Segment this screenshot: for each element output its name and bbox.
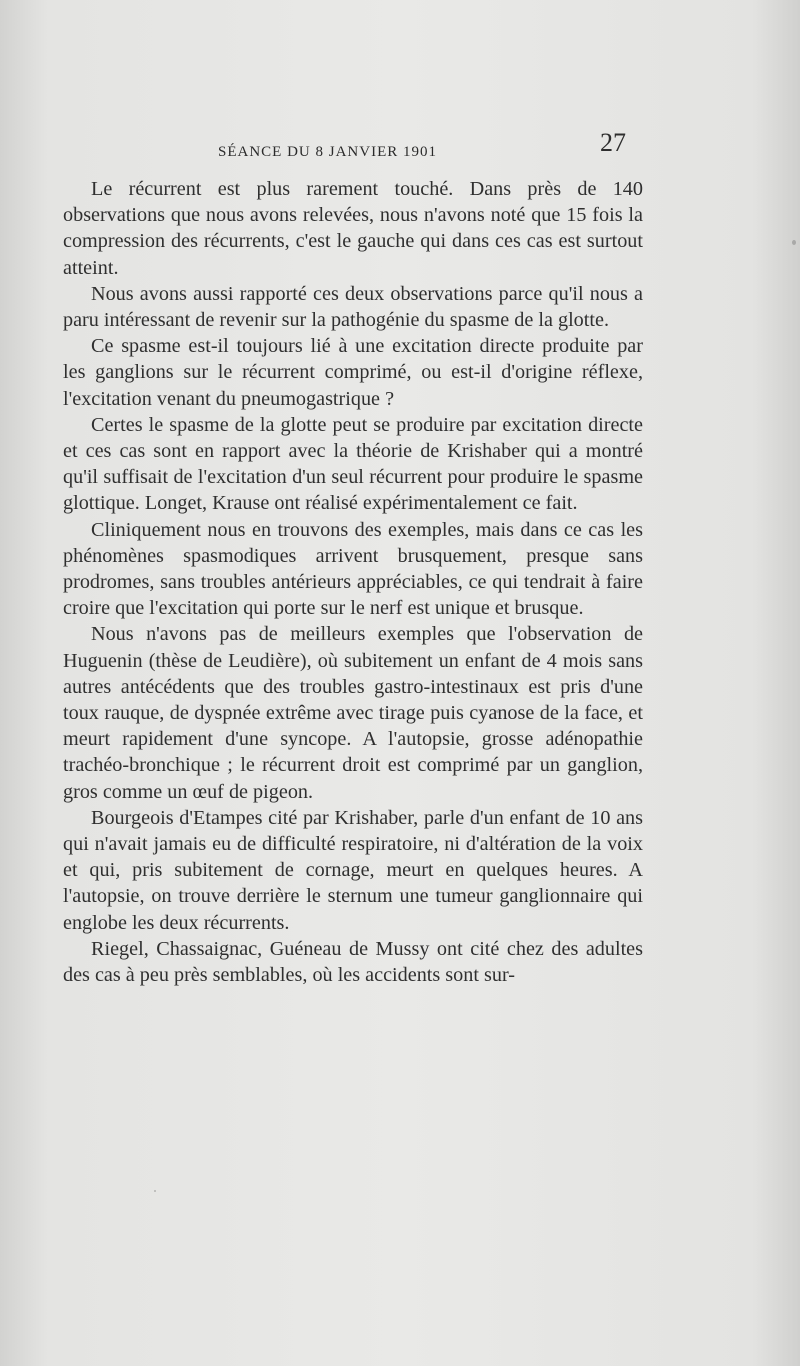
paragraph: Cliniquement nous en trouvons des exemples, mais dans ce cas les phénomènes spasmodiques arrivent brusquement, presque sans prodromes, sans troubles antérieurs appréciables, ce qui tendrait à faire croire que l'excitation qui porte sur le nerf est unique et brusque. [63,518,643,620]
paper-speck [792,240,796,245]
running-head: SÉANCE DU 8 JANVIER 1901 [218,144,437,160]
paragraph: Bourgeois d'Etampes cité par Krishaber, parle d'un enfant de 10 ans qui n'avait jamais eu de difficulté respiratoire, ni d'altération de la voix et qui, pris subitement de cornage, meurt en quelques heures. A l'autopsie, on trouve derrière le sternum une tumeur ganglionnaire qui englobe les deux récurrents. [63,806,643,934]
paragraph: Certes le spasme de la glotte peut se produire par excitation directe et ces cas sont en rapport avec la théorie de Krishaber qui a montré qu'il suffisait de l'excitation d'un seul récurrent pour produire le spasme glottique. Longet, Krause ont réalisé expérimentalement ce fait. [63,413,643,515]
page-header [60,128,626,168]
paragraph: Ce spasme est-il toujours lié à une excitation directe produite par les ganglions sur le récurrent comprimé, ou est-il d'origine réflexe, l'excitation venant du pneumogastrique ? [63,335,643,410]
paragraph: Nous avons aussi rapporté ces deux observations parce qu'il nous a paru intéressant de revenir sur la pathogénie du spasme de la glotte. [63,282,643,332]
paragraph: Nous n'avons pas de meilleurs exemples que l'observation de Huguenin (thèse de Leudière), où subitement un enfant de 4 mois sans autres antécédents que des troubles gastro-intestinaux est pris d'une toux rauque, de dyspnée extrême avec tirage puis cyanose de la face, et meurt rapidement d'une syncope. A l'autopsie, grosse adénopathie trachéo-bronchique ; le récurrent droit est comprimé par un ganglion, gros comme un œuf de pigeon. [63,623,643,803]
body-text [63,176,643,988]
paragraph: Riegel, Chassaignac, Guéneau de Mussy ont cité chez des adultes des cas à peu près semblables, où les accidents sont sur- [63,937,643,987]
paragraph: Le récurrent est plus rarement touché. Dans près de 140 observations que nous avons relevées, nous n'avons noté que 15 fois la compression des récurrents, c'est le gauche qui dans ces cas est surtout atteint. [63,178,643,279]
paper-speck [154,1190,156,1192]
page-number: 27 [600,128,626,157]
